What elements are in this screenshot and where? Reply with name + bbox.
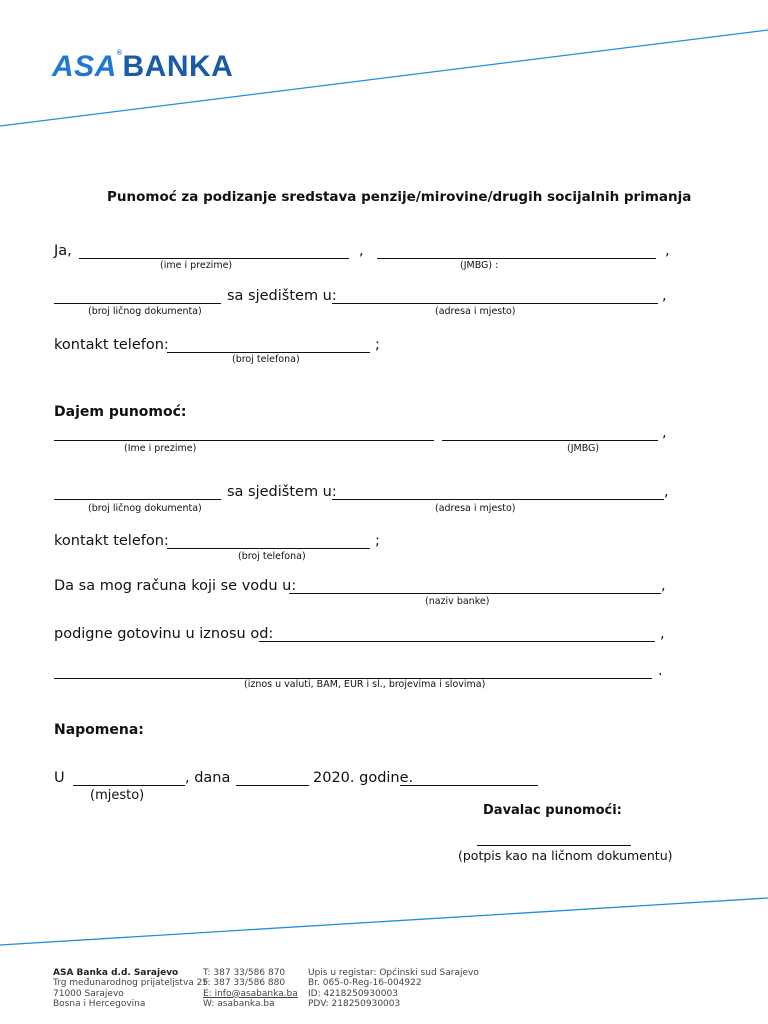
adresa-label: (adresa i mjesto) — [435, 306, 516, 317]
website-link[interactable]: W: asabanka.ba — [203, 999, 275, 1010]
racun-label: Da sa mog računa koji se vodu u: — [54, 578, 297, 594]
broj-licnog-label: (broj ličnog dokumenta) — [88, 306, 202, 317]
mjesto-field[interactable] — [73, 785, 185, 786]
email-link[interactable]: E: info@asabanka.ba — [203, 988, 298, 999]
comma: , — [660, 626, 665, 642]
footer-contact: T: 387 33/586 870 F: 387 33/586 880 E: info@asabanka.ba W: asabanka.ba — [203, 967, 298, 1010]
kontakt-label: kontakt telefon: — [54, 337, 169, 353]
adresa-label-2: (adresa i mjesto) — [435, 503, 516, 514]
period: . — [658, 663, 663, 679]
naziv-banke-field[interactable] — [289, 593, 661, 594]
logo-asa: ASA — [52, 50, 117, 83]
comma: , — [664, 484, 669, 500]
godine-field[interactable] — [400, 785, 538, 786]
jmbg-label: (JMBG) : — [460, 260, 499, 271]
u-label: U — [54, 770, 65, 786]
potpis-label: (potpis kao na ličnom dokumentu) — [458, 848, 673, 863]
ja-label: Ja, — [54, 243, 72, 259]
page-title: Punomoć za podizanje sredstava penzije/mirovine/drugih socijalnih primanja — [107, 189, 692, 205]
napomena-heading: Napomena: — [54, 722, 144, 738]
ime-prezime-field-2[interactable] — [54, 440, 434, 441]
telefon-field-2[interactable] — [167, 548, 370, 549]
mjesto-label: (mjesto) — [90, 788, 145, 803]
comma: , — [665, 243, 670, 259]
iznos-label: (iznos u valuti, BAM, EUR i sl., brojevima i slovima) — [244, 679, 486, 690]
dana-field[interactable] — [236, 785, 309, 786]
ime-prezime-label-2: (Ime i prezime) — [124, 443, 197, 454]
jmbg-field-2[interactable] — [442, 440, 658, 441]
footer-address: ASA Banka d.d. Sarajevo Trg međunarodnog prijateljstva 25 71000 Sarajevo Bosna i Hercegovina — [53, 967, 209, 1010]
godine-label: 2020. godine. — [313, 770, 414, 786]
comma: , — [661, 578, 666, 594]
dana-label: , dana — [185, 770, 231, 786]
naziv-banke-label: (naziv banke) — [425, 596, 490, 607]
potpis-field[interactable] — [477, 845, 631, 846]
semicolon: ; — [375, 337, 380, 353]
kontakt-label-2: kontakt telefon: — [54, 533, 169, 549]
broj-telefona-label: (broj telefona) — [232, 354, 300, 365]
iznos-field[interactable] — [259, 641, 655, 642]
jmbg-field[interactable] — [377, 258, 656, 259]
comma: , — [359, 243, 364, 259]
adresa-field-2[interactable] — [332, 499, 664, 500]
semicolon: ; — [375, 533, 380, 549]
telefon-field[interactable] — [167, 352, 370, 353]
ime-prezime-label: (ime i prezime) — [160, 260, 233, 271]
comma: , — [662, 288, 667, 304]
adresa-field[interactable] — [332, 303, 658, 304]
jmbg-label-2: (JMBG) — [567, 443, 600, 454]
ime-prezime-field[interactable] — [79, 258, 349, 259]
broj-licnog-field-2[interactable] — [54, 499, 221, 500]
comma: , — [662, 425, 667, 441]
footer-registry: Upis u registar: Općinski sud Sarajevo Br. 065-0-Reg-16-004922 ID: 4218250930003 PDV: 218250930003 — [308, 967, 479, 1010]
davalac-label: Davalac punomoći: — [483, 803, 622, 818]
bottom-diagonal-line — [0, 898, 768, 945]
sjediste-label: sa sjedištem u: — [227, 288, 337, 304]
broj-licnog-field[interactable] — [54, 303, 221, 304]
broj-telefona-label-2: (broj telefona) — [238, 551, 306, 562]
podigne-label: podigne gotovinu u iznosu od: — [54, 626, 274, 642]
dajem-punomoc-heading: Dajem punomoć: — [54, 404, 187, 420]
asa-banka-logo: ASA®BANKA — [52, 50, 234, 83]
sjediste-label-2: sa sjedištem u: — [227, 484, 337, 500]
broj-licnog-label-2: (broj ličnog dokumenta) — [88, 503, 202, 514]
logo-banka: BANKA — [122, 50, 234, 83]
